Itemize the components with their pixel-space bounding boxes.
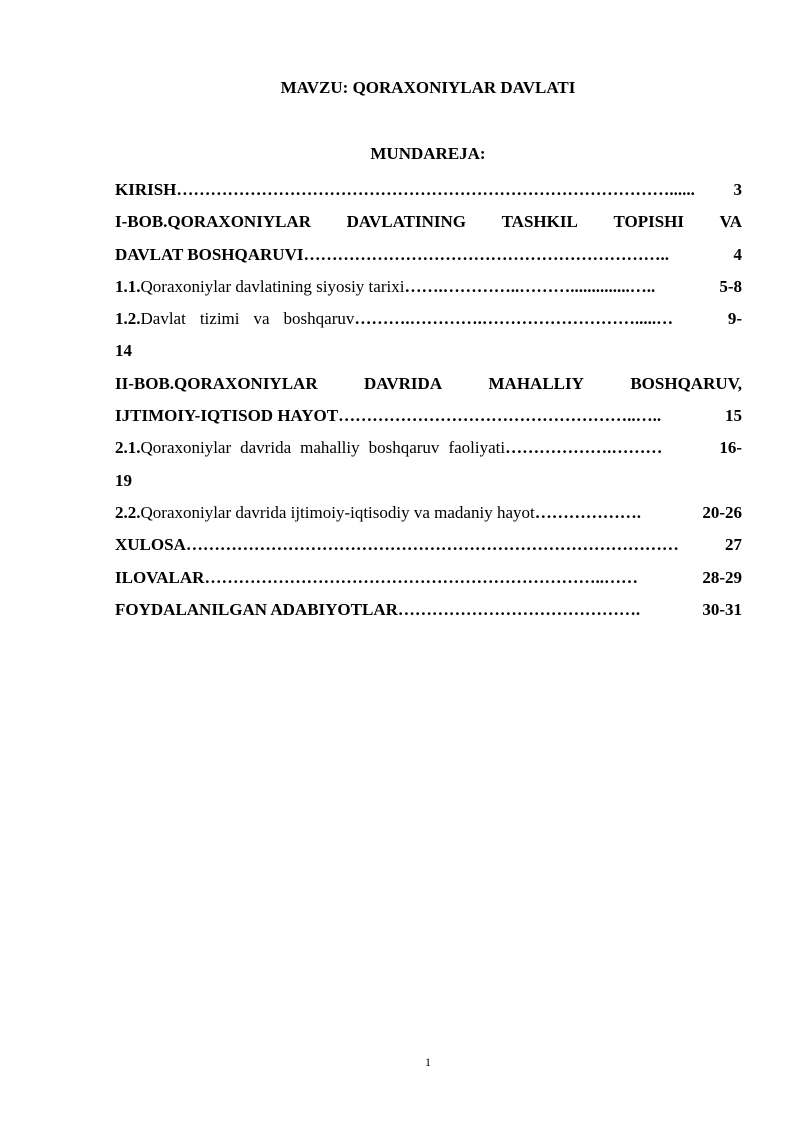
toc-page: 30-31 bbox=[702, 599, 742, 619]
toc-page: 3 bbox=[733, 180, 742, 199]
toc-page: 20-26 bbox=[702, 502, 742, 522]
toc-word: faoliyati bbox=[448, 438, 506, 458]
toc-entry-bob1-line1 bbox=[115, 206, 742, 238]
toc-number: 2.2. bbox=[115, 502, 141, 522]
toc-leader: ……………………………………………………………..…… bbox=[204, 567, 638, 587]
toc-number: 1.1. bbox=[115, 276, 141, 296]
toc-word: davrida bbox=[240, 438, 292, 458]
toc-entry-2-2 bbox=[115, 497, 742, 529]
toc-label bbox=[141, 432, 506, 464]
toc-word: BOSHQARUV, bbox=[630, 373, 742, 393]
toc-page: 27 bbox=[725, 535, 742, 555]
toc-word: MAHALLIY bbox=[488, 373, 584, 393]
toc-page: 28-29 bbox=[702, 567, 742, 587]
toc-leader: ……….………….……………………….....… bbox=[354, 309, 674, 329]
page-number: 1 bbox=[425, 1055, 431, 1069]
toc-leader: …….…………..………..............….. bbox=[404, 276, 656, 296]
toc-number: 2.1. bbox=[115, 438, 141, 458]
toc-word: I-BOB.QORAXONIYLAR bbox=[115, 212, 311, 232]
toc-label bbox=[141, 303, 355, 335]
toc-label: Qoraxoniylar davrida ijtimoiy-iqtisodiy va madaniy hayot bbox=[140, 502, 535, 522]
toc-word: mahalliy bbox=[300, 438, 360, 458]
toc-entry-bob2-line2 bbox=[115, 400, 742, 432]
toc-entry-bob2-line1 bbox=[115, 368, 742, 400]
toc-word: VA bbox=[719, 212, 742, 232]
toc-word: II-BOB.QORAXONIYLAR bbox=[115, 373, 318, 393]
toc-label: XULOSA bbox=[115, 535, 186, 555]
toc-leader: ……………………………………………………….. bbox=[303, 244, 669, 264]
toc-label: ILOVALAR bbox=[115, 567, 205, 587]
toc-heading: MUNDAREJA: bbox=[370, 144, 486, 163]
toc-entry-1-2 bbox=[115, 303, 742, 335]
toc-word: Davlat bbox=[140, 309, 186, 329]
toc-label: Qoraxoniylar davlatining siyosiy tarixi bbox=[140, 276, 405, 296]
toc-entry-xulosa bbox=[115, 529, 742, 561]
toc-label: IJTIMOIY-IQTISOD HAYOT bbox=[115, 406, 339, 426]
toc-entry-1-1 bbox=[115, 271, 742, 303]
toc-entry-bob1-line2 bbox=[115, 239, 742, 271]
document-title: MAVZU: QORAXONIYLAR DAVLATI bbox=[280, 78, 576, 97]
toc-leader: …………………………………………………………………………… bbox=[185, 535, 679, 555]
toc-page: 9- bbox=[727, 309, 742, 329]
toc-label: FOYDALANILGAN ADABIYOTLAR bbox=[115, 599, 398, 619]
toc-word: tizimi bbox=[199, 309, 240, 329]
toc-label: KIRISH bbox=[115, 180, 177, 199]
toc-label: DAVLAT BOSHQARUVI bbox=[115, 244, 304, 264]
toc-leader: ……………………………………………………………………………...... bbox=[176, 180, 695, 199]
toc-entry-kirish bbox=[115, 174, 742, 206]
toc-word: boshqaruv bbox=[283, 309, 355, 329]
toc-leader: ……………………………………………..….. bbox=[338, 406, 662, 426]
toc-page: 4 bbox=[733, 244, 742, 264]
toc-word: TASHKIL bbox=[501, 212, 578, 232]
toc-page: 5-8 bbox=[719, 276, 742, 296]
toc-page-continuation: 19 bbox=[115, 470, 132, 490]
toc-leader: ……………………………………. bbox=[397, 599, 641, 619]
toc-leader: ……………….……… bbox=[505, 438, 663, 458]
toc-word: DAVRIDA bbox=[364, 373, 443, 393]
toc-page: 15 bbox=[725, 406, 742, 426]
toc-word: DAVLATINING bbox=[346, 212, 466, 232]
toc-entry-adabiyotlar bbox=[115, 594, 742, 626]
toc-word: Qoraxoniylar bbox=[140, 438, 232, 458]
table-of-contents bbox=[115, 174, 742, 626]
toc-entry-ilovalar bbox=[115, 562, 742, 594]
toc-number: 1.2. bbox=[115, 309, 141, 329]
toc-word: va bbox=[253, 309, 270, 329]
toc-word: boshqaruv bbox=[368, 438, 440, 458]
toc-word: TOPISHI bbox=[613, 212, 684, 232]
toc-entry-2-1 bbox=[115, 432, 742, 464]
toc-page-continuation: 14 bbox=[115, 341, 132, 361]
toc-page: 16- bbox=[719, 438, 742, 458]
toc-leader: ………………. bbox=[534, 502, 641, 522]
